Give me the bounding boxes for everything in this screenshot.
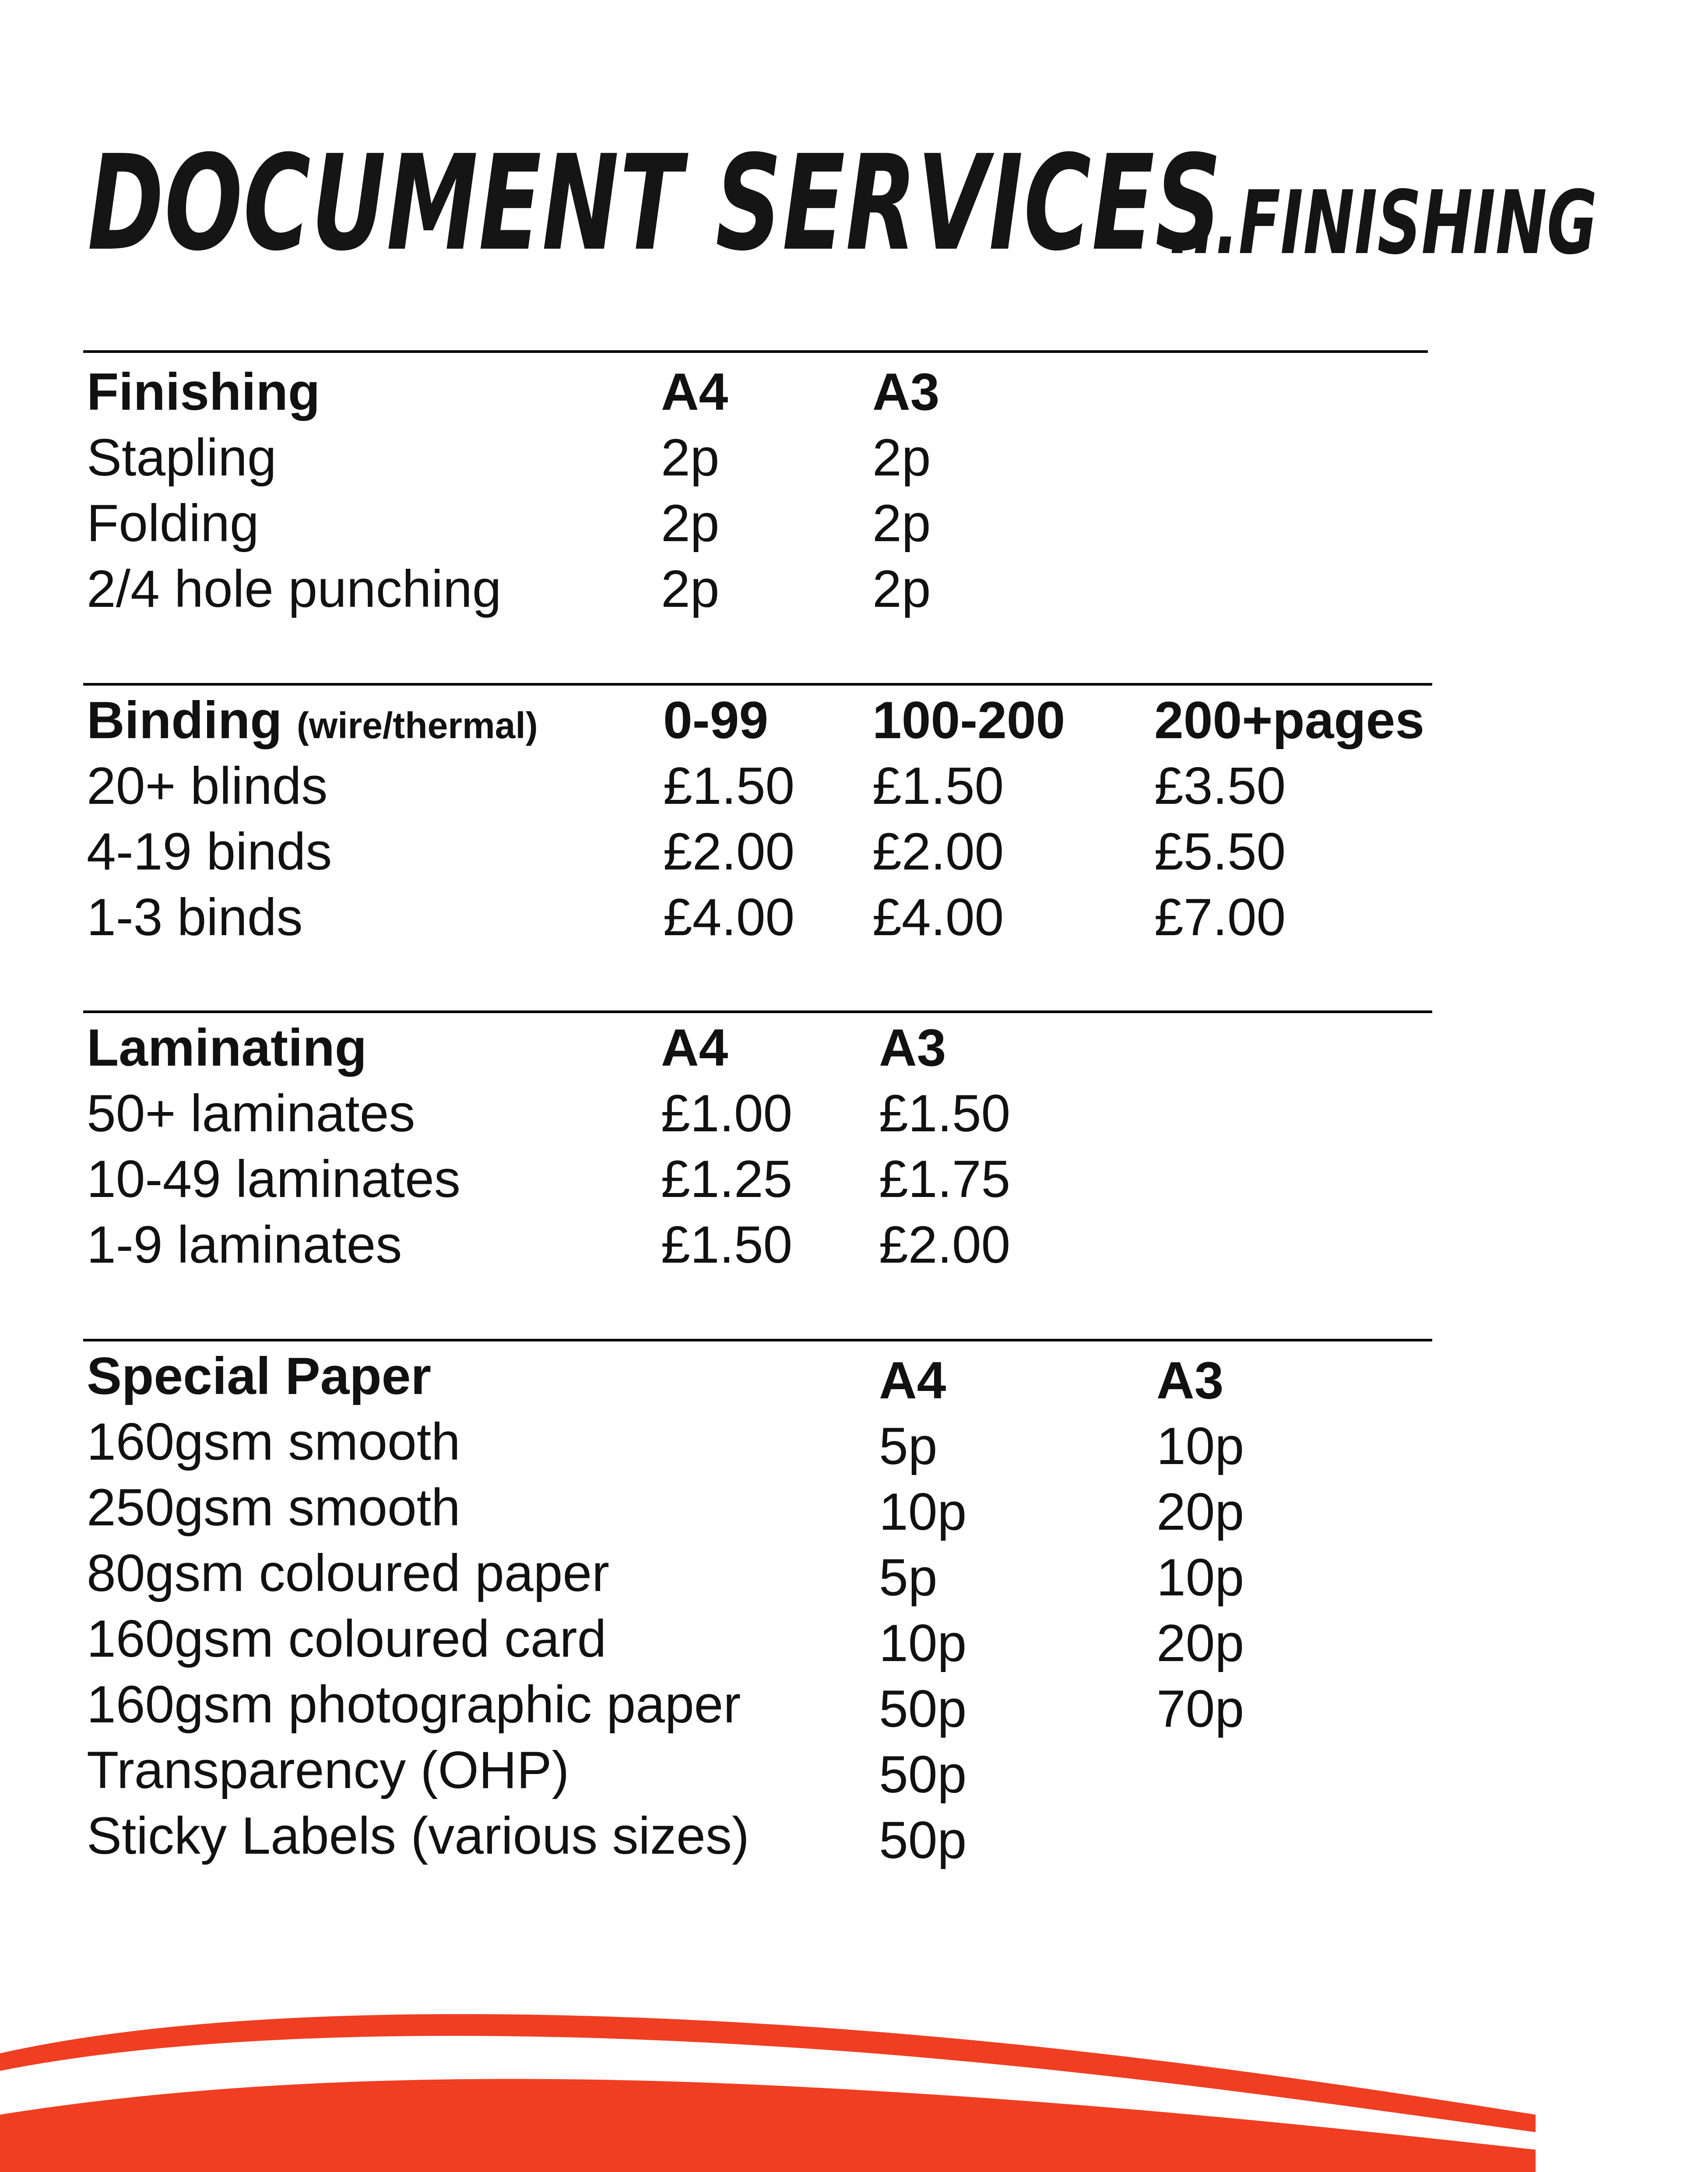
table-row-label: Stapling bbox=[87, 428, 277, 487]
section-divider bbox=[83, 1339, 1432, 1341]
table-cell: £1.50 bbox=[872, 757, 1004, 815]
section-divider bbox=[83, 683, 1432, 686]
table-cell: 70p bbox=[1156, 1679, 1244, 1738]
table-cell: 2p bbox=[872, 560, 931, 618]
finishing-heading: Finishing bbox=[87, 363, 320, 421]
table-cell: 5p bbox=[879, 1417, 938, 1475]
special-paper-heading: Special Paper bbox=[87, 1347, 432, 1405]
table-row-label: 2/4 hole punching bbox=[87, 560, 502, 618]
page-title bbox=[88, 127, 1597, 280]
table-cell: 10p bbox=[1156, 1548, 1244, 1607]
title-subtitle: ...FINISHING bbox=[1169, 172, 1597, 274]
laminating-col-a4: A4 bbox=[661, 1018, 728, 1077]
table-cell: £1.75 bbox=[879, 1150, 1011, 1208]
table-cell: 20p bbox=[1156, 1614, 1244, 1672]
table-cell: 20p bbox=[1156, 1482, 1244, 1541]
table-cell: £4.00 bbox=[663, 888, 795, 947]
table-row-label: 160gsm smooth bbox=[87, 1412, 460, 1471]
special-paper-col-a3: A3 bbox=[1156, 1351, 1224, 1410]
table-cell: 50p bbox=[879, 1679, 967, 1738]
table-cell: 10p bbox=[879, 1482, 967, 1541]
binding-col-100-200: 100-200 bbox=[872, 691, 1065, 750]
table-cell: 2p bbox=[661, 428, 720, 487]
binding-col-200-plus: 200+pages bbox=[1154, 691, 1425, 750]
laminating-heading: Laminating bbox=[87, 1018, 367, 1077]
finishing-col-a4: A4 bbox=[661, 363, 728, 421]
table-row-label: 80gsm coloured paper bbox=[87, 1544, 610, 1602]
footer-wave-decoration bbox=[0, 1970, 1536, 2172]
table-cell: £1.50 bbox=[661, 1215, 793, 1274]
table-cell: £1.50 bbox=[879, 1084, 1011, 1143]
table-row-label: Folding bbox=[87, 494, 259, 553]
table-cell: 50p bbox=[879, 1811, 967, 1869]
table-row-label: 20+ blinds bbox=[87, 757, 328, 815]
table-row-label: 50+ laminates bbox=[87, 1084, 415, 1143]
binding-col-0-99: 0-99 bbox=[663, 691, 769, 750]
finishing-col-a3: A3 bbox=[872, 363, 940, 421]
table-row-label: 160gsm coloured card bbox=[87, 1609, 607, 1668]
table-cell: £7.00 bbox=[1154, 888, 1286, 947]
table-row-label: 10-49 laminates bbox=[87, 1150, 460, 1208]
table-cell: £1.25 bbox=[661, 1150, 793, 1208]
table-row-label: 1-3 binds bbox=[87, 888, 303, 947]
table-cell: 10p bbox=[879, 1614, 967, 1672]
binding-heading-text: Binding bbox=[87, 691, 282, 750]
table-cell: 2p bbox=[872, 494, 931, 553]
title-main: DOCUMENT SERVICES bbox=[88, 127, 1222, 280]
laminating-col-a3: A3 bbox=[879, 1018, 946, 1077]
binding-heading bbox=[87, 687, 538, 758]
table-cell: 50p bbox=[879, 1745, 967, 1804]
table-row-label: 160gsm photographic paper bbox=[87, 1675, 741, 1734]
table-cell: £2.00 bbox=[872, 822, 1004, 881]
table-row-label: 250gsm smooth bbox=[87, 1478, 460, 1537]
table-cell: £4.00 bbox=[872, 888, 1004, 947]
table-row-label: 4-19 binds bbox=[87, 822, 332, 881]
section-divider bbox=[83, 350, 1428, 353]
binding-heading-note: (wire/thermal) bbox=[296, 705, 538, 746]
table-cell: 2p bbox=[661, 560, 720, 618]
table-cell: £1.50 bbox=[663, 757, 795, 815]
table-cell: 2p bbox=[661, 494, 720, 553]
table-cell: 5p bbox=[879, 1548, 938, 1607]
table-cell: £2.00 bbox=[663, 822, 795, 881]
table-cell: £3.50 bbox=[1154, 757, 1286, 815]
table-cell: £5.50 bbox=[1154, 822, 1286, 881]
table-row-label: 1-9 laminates bbox=[87, 1215, 402, 1274]
table-row-label: Transparency (OHP) bbox=[87, 1741, 569, 1799]
table-cell: £1.00 bbox=[661, 1084, 793, 1143]
table-cell: 10p bbox=[1156, 1417, 1244, 1475]
table-row-label: Sticky Labels (various sizes) bbox=[87, 1806, 749, 1865]
section-divider bbox=[83, 1010, 1432, 1013]
table-cell: £2.00 bbox=[879, 1215, 1011, 1274]
table-cell: 2p bbox=[872, 428, 931, 487]
special-paper-col-a4: A4 bbox=[879, 1351, 946, 1410]
